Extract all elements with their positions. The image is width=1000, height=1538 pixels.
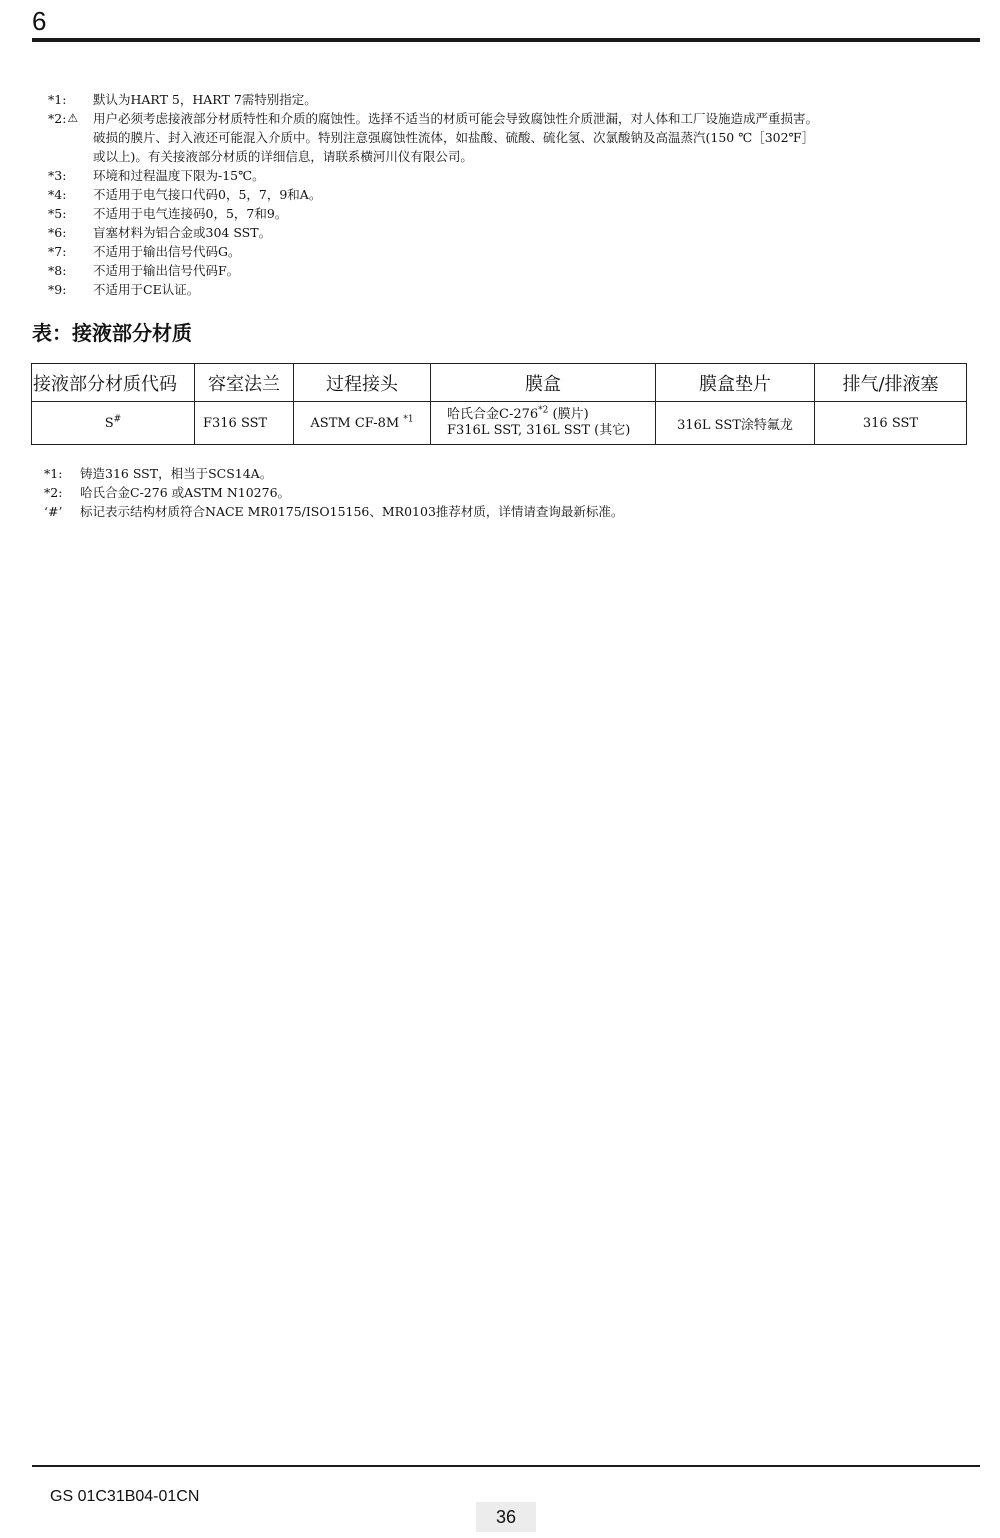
footnote-text: 不适用于输出信号代码F。 bbox=[93, 263, 240, 278]
nace-mark: # bbox=[113, 414, 122, 425]
column-header: 膜盒 bbox=[431, 364, 656, 402]
footnotes bbox=[48, 90, 998, 299]
footnote-key: *7: bbox=[48, 244, 67, 259]
section-number: 6 bbox=[32, 6, 47, 36]
footnote-text: 不适用于CE认证。 bbox=[93, 282, 200, 297]
footnote-ref: *2 bbox=[538, 405, 549, 416]
footer-rule bbox=[32, 1465, 980, 1467]
footnote-key: *8: bbox=[48, 263, 67, 278]
table-header-row bbox=[32, 364, 967, 402]
capsule-diaphragm: 哈氏合金C-276 bbox=[447, 407, 539, 422]
column-header: 接液部分材质代码 bbox=[32, 364, 195, 402]
footnote-key: *5: bbox=[48, 206, 67, 221]
cell-process-connector bbox=[294, 402, 431, 445]
cell-drain-plug: 316 SST bbox=[815, 402, 967, 445]
footnote-text: 不适用于电气接口代码0，5，7，9和A。 bbox=[93, 187, 322, 202]
footnote bbox=[48, 242, 998, 261]
document-id: GS 01C31B04-01CN bbox=[50, 1488, 200, 1505]
page-number: 36 bbox=[476, 1502, 536, 1532]
footnote-text: 盲塞材料为铝合金或304 SST。 bbox=[93, 225, 272, 240]
warning-triangle-icon: ⚠ bbox=[67, 111, 79, 125]
footnote-text: 环境和过程温度下限为-15℃。 bbox=[93, 168, 265, 183]
column-header: 膜盒垫片 bbox=[656, 364, 815, 402]
column-header: 容室法兰 bbox=[195, 364, 294, 402]
capsule-line-1 bbox=[447, 407, 649, 423]
footnote bbox=[48, 185, 998, 204]
table-footnotes bbox=[44, 464, 623, 521]
material-code: S bbox=[104, 415, 114, 431]
footnote-ref: *1 bbox=[403, 414, 414, 425]
footnote-key: *3: bbox=[48, 168, 67, 183]
cell-material-code bbox=[32, 402, 195, 445]
column-header: 过程接头 bbox=[294, 364, 431, 402]
footnote-key: *9: bbox=[48, 282, 67, 297]
footnote-key: *1: bbox=[48, 92, 67, 107]
footnote-key: ‘#’ bbox=[44, 504, 63, 519]
table-footnote bbox=[44, 464, 623, 483]
footnote bbox=[48, 204, 998, 223]
footnote-text: 用户必须考虑接液部分材质特性和介质的腐蚀性。选择不适当的材质可能会导致腐蚀性介质泄漏，对人体和工厂设施造成严重损害。 破损的膜片、封入液还可能混入介质中。特别注意强腐蚀性流体，如盐酸、硫酸、硫化氢、次氯酸钠及高温蒸汽(150 ℃［302℉］ 或以上)。有关接液部分材质的详细信息，请联系横河川仪有限公司。 bbox=[93, 111, 819, 164]
table-footnote bbox=[44, 502, 623, 521]
footnote bbox=[48, 90, 998, 109]
footnote bbox=[48, 261, 998, 280]
footnote-text: 不适用于电气连接码0，5，7和9。 bbox=[93, 206, 288, 221]
table-footnote bbox=[44, 483, 623, 502]
cell-flange: F316 SST bbox=[195, 402, 294, 445]
footnote bbox=[48, 166, 998, 185]
header-rule bbox=[32, 38, 980, 42]
footnote-key: *6: bbox=[48, 225, 67, 240]
process-connector-value: ASTM CF-8M bbox=[310, 415, 400, 431]
footnote-text: 铸造316 SST，相当于SCS14A。 bbox=[80, 466, 273, 481]
table-row bbox=[32, 402, 967, 445]
capsule-diaphragm-suffix: (膜片) bbox=[548, 407, 589, 422]
footnote-text: 哈氏合金C-276 或ASTM N10276。 bbox=[80, 485, 291, 500]
footnote-key bbox=[48, 109, 93, 166]
footnote-key-label: *2: bbox=[48, 111, 67, 126]
footnote bbox=[48, 280, 998, 299]
footnote-text: 标记表示结构材质符合NACE MR0175/ISO15156、MR0103推荐材质，详情请查询最新标准。 bbox=[80, 504, 624, 519]
footnote-key: *4: bbox=[48, 187, 67, 202]
column-header: 排气/排液塞 bbox=[815, 364, 967, 402]
materials-table bbox=[31, 363, 967, 445]
footnote-text: 默认为HART 5，HART 7需特别指定。 bbox=[93, 92, 317, 107]
table-title: 表：接液部分材质 bbox=[32, 321, 192, 345]
capsule-line-2: F316L SST, 316L SST (其它) bbox=[447, 423, 631, 438]
footnote-key: *2: bbox=[44, 485, 63, 500]
footnote-text: 不适用于输出信号代码G。 bbox=[93, 244, 241, 259]
footnote-key: *1: bbox=[44, 466, 63, 481]
footnote bbox=[48, 223, 998, 242]
footnote-warning bbox=[48, 109, 998, 166]
cell-capsule-gasket: 316L SST涂特氟龙 bbox=[656, 402, 815, 445]
cell-capsule bbox=[431, 402, 656, 445]
